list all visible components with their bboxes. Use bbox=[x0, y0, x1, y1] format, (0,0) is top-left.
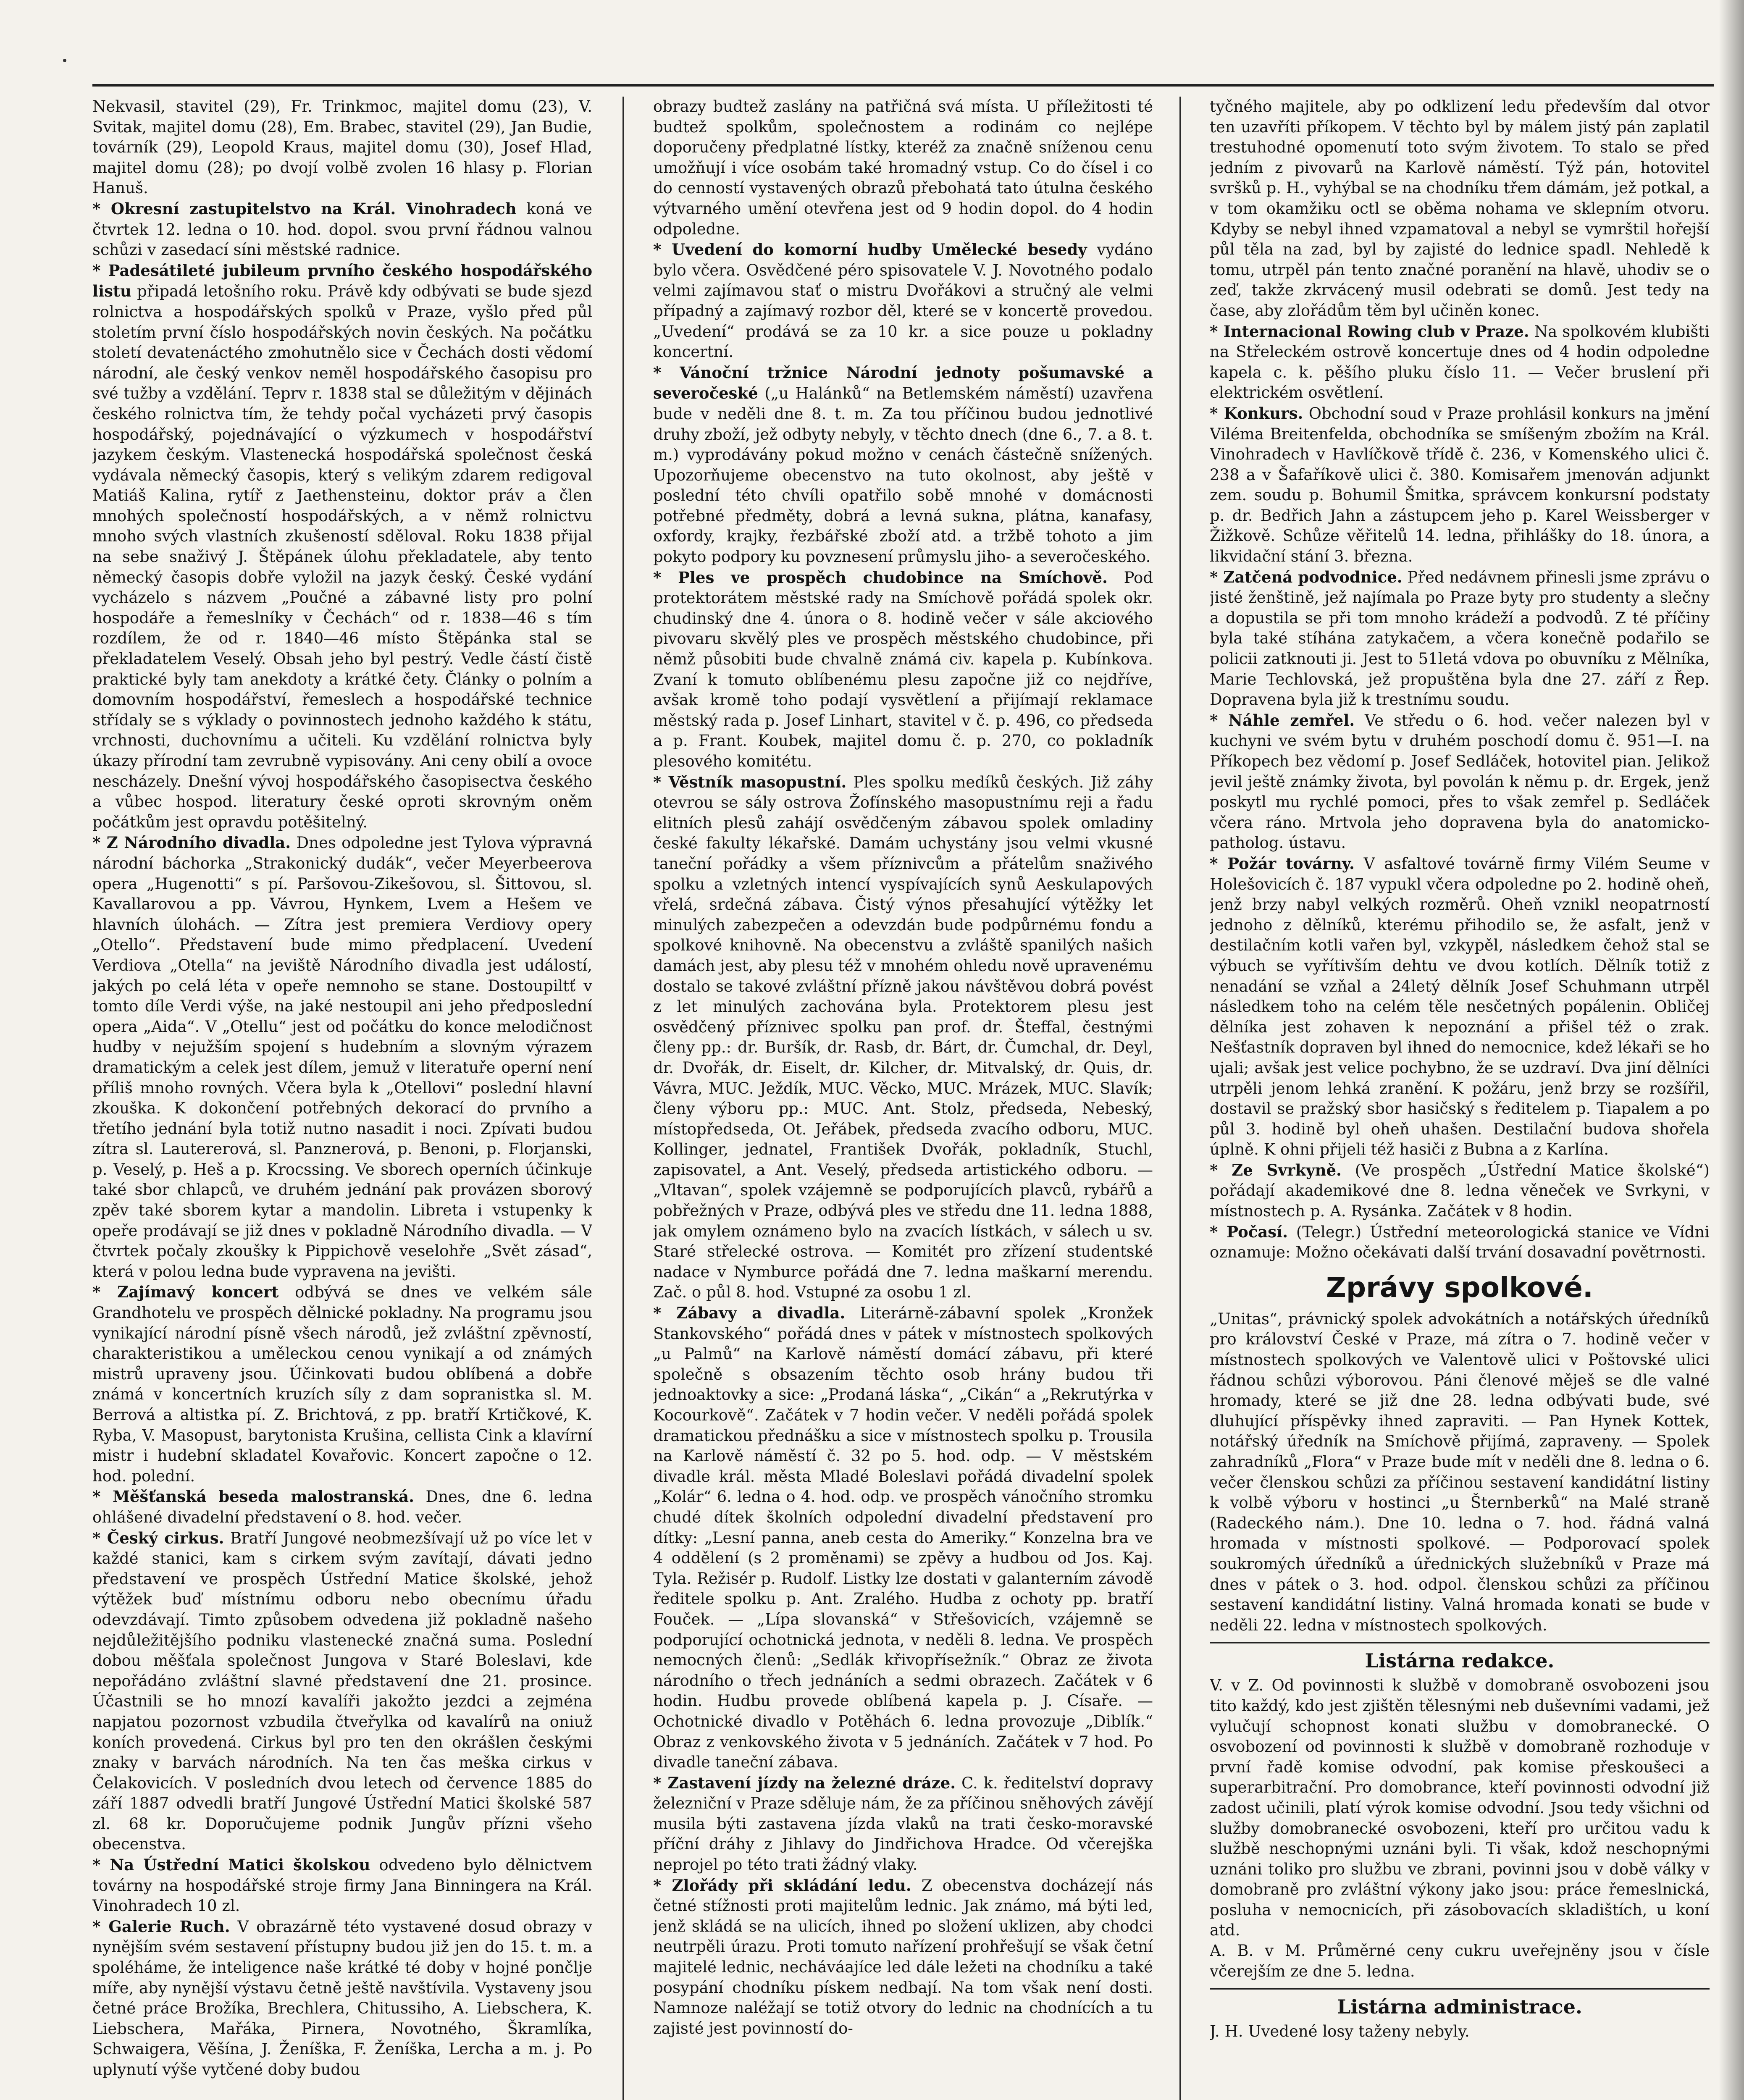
article-paragraph bbox=[653, 1875, 1153, 2039]
column-2 bbox=[653, 97, 1153, 2100]
article-heading: * Zlořády při skládání ledu. bbox=[653, 1876, 911, 1895]
column-3 bbox=[1210, 97, 1710, 2100]
section-paragraph: V. v Z. Od povinnosti k službě v domobraně osvobozeni jsou tito každý, kdo jest zjištěn tělesnými neb duševními vadami, jež vylučují schopnost konati službu v domobranecké. O osvobození od povinnosti k službě v domobraně rozhoduje v první řadě komise odvodní, pak komise přeskoušeci a superarbitrační. Pro domobrance, kteří povinnosti odvodní již zadost učinili, platí výrok komise odvodní. Jsou tedy všichni od služby domobranecké osvobozeni, kteří pro určitou vadu k službě neschopnými uznáni byli. Ti však, kdož neschopnými uznáni toliko pro službu ve zbrani, povinni jsou v době války v domobraně pro zvláštní výkony jako jsou: práce řemeslnická, posluha v nemocnicích, při zásobovacích skladištích, u koní atd. bbox=[1210, 1676, 1710, 1940]
article-text: C. k. ředitelství dopravy železniční v Praze sděluje nám, že za příčinou sněhových závějí musila býti zastavena jízda vlaků na trati česko-moravské příční dráhy z Jihlavy do Jindřichova Hradce. Od včerejška neprojel po této trati žádný vlaky. bbox=[653, 1774, 1153, 1874]
article-paragraph bbox=[653, 239, 1153, 362]
article-text: V asfaltové továrně firmy Vilém Seume v Holešovicích č. 187 vypukl včera odpoledne po 2. hodině oheň, jenž brzy nabyl velkých rozměrů. Oheň vznikl neopatrností jednoho z dělníků, kterému přihodilo se, že asfalt, jenž v destilačním kotli vařen byl, vzkypěl, následkem čehož stal se výbuch se vyřítivším dehtu ve dvou kotlích. Dělník totiž z nenadání se vzňal a 24letý dělník Josef Schuhmann utrpěl následkem toho na celém těle nesčetných popálenin. Obličej dělníka jest zohaven k nepoznání a přišel též o zrak. Nešťastník dopraven byl ihned do nemocnice, kdež lékaři se ho ujali; avšak jest velice pochybno, že se uzdraví. Dva jiní dělníci utrpěli jenom lehká zranění. K požáru, jenž brzy se rozšířil, dostavil se pražský sbor hasičský s ředitelem p. Tiapalem a po půl 3. hodině byl oheň uhašen. Destilační budova shořela úplně. K ohni přijeli též hasiči z Bubna a z Karlína. bbox=[1210, 854, 1710, 1159]
article-text: Obchodní soud v Praze prohlásil konkurs na jmění Viléma Breitenfelda, obchodníka se smíšeným zbožím na Král. Vinohradech v Havlíčkově třídě č. 236, v Komenského ulici č. 238 a v Šafaříkově ulici č. 380. Komisařem jmenován adjunkt zem. soudu p. Bohumil Šmitka, správcem konkursní podstaty p. dr. Bedřich Jahn a zástupcem jeho p. Karel Weissberger v Žižkově. Schůze věřitelů 14. ledna, přihlášky do 18. února, a likvidační stání 3. března. bbox=[1210, 404, 1710, 566]
article-heading: * Galerie Ruch. bbox=[92, 1917, 230, 1936]
article-paragraph bbox=[92, 97, 592, 199]
article-heading: * Věstník masopustní. bbox=[653, 772, 847, 791]
article-heading: * Počasí. bbox=[1210, 1222, 1288, 1241]
article-text: tyčného majitele, aby po odklizení ledu především dal otvor ten uzavříti příkopem. V těchto byl by málem jistý pán zaplatil trestuhodné opomenutí toto svým životem. To stalo se před jedním z pivovarů na Karlově náměstí. Týž pán, hotovitel svršků p. H., vyhýbal se na chodníku třem dámám, jež potkal, a v tom okamžiku octl se oběma nohama ve sklepním otvoru. Kdyby se nebyl ihned vzpamatoval a nebyl se vymrštil hořejší půl těla na zad, byl by zajisté do lednice spadl. Nehledě k tomu, utrpěl pán tento značné poranění na hlavě, uhodiv se o zeď, takže zkrvácený musil odebrati se domů. Jest tedy na čase, aby zlořádům těm byl učiněn konec. bbox=[1210, 97, 1710, 320]
article-heading: * Zábavy a divadla. bbox=[653, 1304, 846, 1323]
article-paragraph bbox=[1210, 567, 1710, 710]
article-paragraph bbox=[92, 199, 592, 260]
article-text: připadá letošního roku. Právě kdy odbývati se bude sjezd rolnictva a hospodářských spolků v Praze, vyšlo před půl stoletím první číslo hospodářských novin českých. Na počátku století devatenáctého zmohutnělo sice v Čechách dosti vědomí národní, ale český venkov neměl hospodářského časopisu pro své tužby a vzdělání. Teprv r. 1838 stal se důležitým v dějinách českého rolnictva tím, že tehdy počal vycházeti prvý časopis hospodářský, pojednávající o výzkumech v hospodářství jazykem českým. Vlastenecká hospodářská společnost česká vydávala německý časopis, který s velikým zdarem redigoval Matiáš Kalina, rytíř z Jaethensteinu, doktor práv a člen mnohých společností hospodářských, a v němž rolnictvu mnoho svých vlastních zkušeností sděloval. Roku 1838 přijal na sebe snaživý J. Štěpánek úlohu překladatele, aby tento německý časopis dobře vyložil na jazyk český. České vydání vycházelo s názvem „Poučné a zábavné listy pro polní hospodáře a řemeslníky v Čechách“ od r. 1838—46 s tím rozdílem, že od r. 1840—46 místo Štěpánka stal se překladatelem Veselý. Obsah jeho byl pestrý. Vedle částí čistě praktické byly tam anekdoty a krátké čety. Články o polním a domovním hospodářství, řemeslech a hospodářské technice střídaly se s výklady o povinnostech jednoho každého k státu, vrchnosti, duchovnímu a učiteli. Ku vzdělání rolnictva byly úkazy přírodní tam zevrubně vypisovány. Ani ceny obilí a ovoce nescházely. Dnešní vývoj hospodářského časopisectva českého a vůbec hospod. literatury české oproti skrovným oněm počátkům jest opravdu potěšitelný. bbox=[92, 282, 592, 831]
article-text: Ve středu o 6. hod. večer nalezen byl v kuchyni ve svém bytu v druhém poschodí domu č. 951—I. na Příkopech bez vědomí p. Josef Sedláček, hotovitel pian. Jelikož jevil ještě známky života, byl povolán k němu p. dr. Ergek, jenž poskytl mu rychlé pomoci, přes to však zemřel p. Sedláček včera ráno. Mrtvola jeho dopravena byla do anatomicko-patholog. ústavu. bbox=[1210, 711, 1710, 852]
article-paragraph bbox=[92, 1486, 592, 1528]
article-paragraph bbox=[1210, 1222, 1710, 1263]
article-heading: * Okresní zastupitelstvo na Král. Vinohradech bbox=[92, 199, 517, 218]
article-text: (Telegr.) Ústřední meteorologická stanice ve Vídni oznamuje: Možno očekávati další trvání dosavadní povětrnosti. bbox=[1210, 1223, 1710, 1262]
article-text: Ples spolku medíků českých. Již záhy otevrou se sály ostrova Žofínského masopustnímu reji a řadu elitních plesů zahájí osvědčeným zábavou spolek omladiny české fakulty lékařské. Damám uchystány jsou velmi vkusné taneční pořádky a všem příznivcům a přátelům snaživého spolku a vzletných intencí vyspívajících synů Aeskulapových vřelá, srdečná zábava. Čistý výnos přesahující výtěžky let minulých zabezpečen a odevzdán bude podpůrnému fondu a spolkové knihovně. Na obecenstvu a zvláště spanilých našich damách jest, aby plesu též v mnohém ohledu nově upravenému dostalo se takové zvláštní přízně jakou návštěvou dobrá povést z let minulých zachována byla. Protektorem plesu jest osvědčený příznivec spolku pan prof. dr. Šteffal, čestnými členy pp.: dr. Buršík, dr. Rasb, dr. Bárt, dr. Čumchal, dr. Deyl, dr. Dvořák, dr. Eiselt, dr. Kilcher, dr. Mitvalský, dr. Quis, dr. Vávra, MUC. Ježdík, MUC. Věcko, MUC. Mrázek, MUC. Slavík; členy výboru pp.: MUC. Ant. Stolz, předseda, Nebeský, místopředseda, Ot. Jeřábek, předseda zvacího odboru, MUC. Kollinger, jednatel, František Dvořák, pokladník, Stuchl, zapisovatel, a Ant. Veselý, předseda artistického odboru. — „Vltavan“, spolek vzájemně se podporujících plavců, rybářů a pobřežných v Praze, odbývá ples ve středu dne 11. ledna 1888, jak omylem oznámeno bylo na zvacích lístkách, v sálech u sv. Staré střelecké ostrova. — Komitét pro zřízení studentské nadace v Nymburce pořádá dne 7. ledna maškarní merendu. Zač. o půl 8. hod. Vstupné za osobu 1 zl. bbox=[653, 773, 1153, 1302]
article-paragraph bbox=[92, 1282, 592, 1486]
article-text: Pod protektorátem městské rady na Smíchově pořádá spolek okr. chudinský dne 4. února o 8. hodině večer v sále akciového pivovaru skvělý ples ve prospěch městského chudobince, při němž působiti bude chvalně známá civ. kapela p. Kubínkova. Zvaní k tomuto oblíbenému plesu započne již co nejdříve, avšak kromě toho podají vysvětlení a přijímají reklamace městský rada p. Josef Linhart, stavitel v č. p. 496, co předseda a p. Frant. Koubek, majitel domu č. p. 270, co pokladník plesového komitétu. bbox=[653, 568, 1153, 770]
listarna-administrace-body bbox=[1210, 2021, 1710, 2042]
article-heading: * Ples ve prospěch chudobince na Smíchově. bbox=[653, 568, 1108, 587]
article-text: vydáno bylo včera. Osvědčené péro spisovatele V. J. Novotného podalo velmi zajímavou stať o mistru Dvořákovi a stručný ale velmi případný a zajímavý rozbor děl, které se v koncertě provedou. „Uvedení“ prodává se za 10 kr. a sice pouze u pokladny koncertní. bbox=[653, 241, 1153, 361]
section-title-listarna-redakce: Listárna redakce. bbox=[1210, 1642, 1710, 1675]
scan-edge-shadow bbox=[1719, 0, 1744, 2100]
article-heading: * Český cirkus. bbox=[92, 1528, 224, 1547]
article-text: Z obecenstva docházejí nás četné stížnosti proti majitelům lednic. Jak známo, má býti led, jenž skládá se na ulicích, ihned po složení uklizen, aby chodci neutrpěli úrazu. Proti tomuto nařízení prohřešují se však četní majitelé lednic, necháváajíce led dále ležeti na chodníku a také posypání chodníku pískem nedbají. Na tom však není dosti. Namnoze naléžají se totiž otvory do lednic na chodnících a tu zajisté jest povinností do- bbox=[653, 1876, 1153, 2037]
article-paragraph bbox=[92, 1528, 592, 1855]
article-paragraph bbox=[1210, 321, 1710, 403]
article-text: obrazy budtež zaslány na patřičná svá místa. U příležitosti té budtež spolkům, společnostem a rodinám co nejlépe doporučeny předplatné lístky, kteréž za značně sníženou cenu umožňují i více osobám také hromadný vstup. Co do čísel i co do cenností vystavených obrazů přebohatá tato útulna českého výtvarného umění otevřena jest od 9 hodin dopol. do 4 hodin odpoledne. bbox=[653, 97, 1153, 238]
article-text: Nekvasil, stavitel (29), Fr. Trinkmoc, majitel domu (23), V. Svitak, majitel domu (28), Em. Brabec, stavitel (29), Jan Budie, továrník (29), Leopold Kraus, majitel domu (30), Josef Hlad, majitel domu (28); po dvojí volbě zvolen 16 hlasy p. Florian Hanuš. bbox=[92, 97, 592, 197]
article-heading: * Padesátileté jubileum prvního českého hospodářského listu bbox=[92, 261, 592, 301]
spolkove-body bbox=[1210, 1309, 1710, 1636]
article-heading: * Konkurs. bbox=[1210, 404, 1303, 423]
article-paragraph bbox=[92, 832, 592, 1282]
article-paragraph bbox=[92, 260, 592, 833]
article-paragraph bbox=[653, 97, 1153, 239]
article-text: („u Halánků“ na Betlemském náměstí) uzavřena bude v neděli dne 8. t. m. Za tou příčinou budou jednotlivé druhy zboží, jež odbyty nebyly, v těchto dnech (dne 6., 7. a 8. t. m.) vyprodávány pokud možno v cenách částečně snížených. Upozorňujeme obecenstvo na tuto okolnost, aby ještě v poslední této chvíli opatřilo sobě mnohé v domácnosti potřebné předměty, dobrá a levná sukna, plátna, kanafasy, oxfordy, krajky, řezbářské zboží atd. a tržbě tohoto a jim pokyto podpory ku povznesení průmyslu jiho- a severočeského. bbox=[653, 384, 1153, 566]
column-3-news bbox=[1210, 97, 1710, 1263]
newspaper-page bbox=[92, 84, 1714, 2100]
article-paragraph bbox=[653, 1303, 1153, 1773]
article-heading: * Měšťanská beseda malostranská. bbox=[92, 1487, 414, 1506]
section-paragraph: A. B. v M. Průměrné ceny cukru uveřejněny jsou v čísle včerejším ze dne 5. ledna. bbox=[1210, 1942, 1710, 1980]
article-paragraph bbox=[653, 362, 1153, 567]
article-heading: * Z Národního divadla. bbox=[92, 833, 291, 852]
article-text: Dnes odpoledne jest Tylova výpravná národní báchorka „Strakonický dudák“, večer Meyerbeerova opera „Hugenotti“ s pí. Paršovou-Zikešovou, sl. Šittovou, sl. Kavallarovou a pp. Vávrou, Hynkem, Lvem a Hešem ve hlavních úlohách. — Zítra jest premiera Verdiovy opery „Otello“. Představení bude mimo předplacení. Uvedení Verdiova „Otella“ na jeviště Národního divadla jest událostí, jakých po celá léta v opeře nemnoho se stane. Dostoupiltť v tomto díle Verdi výše, na jaké nestoupil ani jeho předposlední opera „Aida“. V „Otellu“ jest od počátku do konce melodičnost hudby v nejužším spojení s hudebním a slovným výrazem dramatickým a celek jest dílem, jemuž v literatuře operní není příliš mnoho rovných. Včera byla k „Otellovi“ poslední hlavní zkouška. K dokončení potřebných dekorací do prvního a třetího jednání byla totiž nutno nasadit i noci. Zpívati budou zítra sl. Lautererová, sl. Panznerová, p. Benoni, p. Florjanski, p. Veselý, p. Heš a p. Krocssing. Ve sborech operních účinkuje také sbor chlapců, ve druhém jednání pak provázen sborový zpěv také sborem kytar a mandolin. Libreta i vstupenky k opeře prodávají se již dnes v pokladně Národního divadla. — V čtvrtek počaly zkoušky k Pippichově veselohře „Svět zásad“, která v polou ledna bude vypravena na jevišti. bbox=[92, 834, 592, 1281]
column-divider bbox=[622, 97, 624, 2100]
article-heading: * Uvedení do komorní hudby Umělecké besedy bbox=[653, 240, 1087, 259]
article-heading: * Zatčená podvodnice. bbox=[1210, 567, 1403, 586]
article-heading: * Internacional Rowing club v Praze. bbox=[1210, 322, 1529, 341]
article-text: koná ve čtvrtek 12. ledna o 10. hod. dopol. svou první řádnou valnou schůzi v zasedací síni městské radnice. bbox=[92, 200, 592, 259]
column-divider bbox=[1179, 97, 1181, 2100]
article-heading: * Na Ústřední Matici školskou bbox=[92, 1856, 370, 1874]
article-heading: * Ze Svrkyně. bbox=[1210, 1160, 1342, 1179]
column-1 bbox=[92, 97, 592, 2100]
article-heading: * Náhle zemřel. bbox=[1210, 711, 1355, 730]
section-title-listarna-administrace: Listárna administrace. bbox=[1210, 1988, 1710, 2021]
article-text: V obrazárně této vystavené dosud obrazy v nynějším svém sestavení přístupny budou již jen do 15. t. m. a spoléháme, že inteligence naše krátké té doby v hojné pončlje míře, aby nynější výstavu četně ještě navštívila. Vystaveny jsou četné práce Brožíka, Brechlera, Chitussiho, A. Liebschera, K. Liebschera, Mařáka, Pirnera, Novotného, Škramlíka, Schwaigera, Věšína, J. Ženíška, F. Ženíška, Lercha a m. j. Po uplynutí výše vytčené doby budou bbox=[92, 1917, 592, 2079]
article-heading: * Zastavení jízdy na železné dráze. bbox=[653, 1773, 956, 1792]
article-paragraph bbox=[653, 1773, 1153, 1875]
article-paragraph bbox=[653, 567, 1153, 772]
article-paragraph bbox=[1210, 97, 1710, 321]
section-paragraph: „Unitas“, právnický spolek advokátních a notářských úředníků pro království České v Praze, má zítra o 7. hodině večer v místnostech spolkových ve Valentově ulici v Poštovské ulici řádnou schůzi výborovou. Páni členové měješ se dle valné hromady, které se již dne 28. ledna odbývati bude, své dluhující příspěvky ihned zapraviti. — Pan Hynek Kottek, notářský úředník na Smíchově přijímá, zapraveny. — Spolek zahradníků „Flora“ v Praze bude mít v neděli dne 8. ledna o 6. večer členskou schůzi za příčinou sestavení kandidátní listiny k volbě výboru v hostinci „u Šternberků“ na Malé straně (Radeckého nám.). Dne 10. ledna o 7. hod. řádná valná hromada v místnosti spolkové. — Podporovací spolek soukromých úředníků a úřednických služebníků v Praze má dnes v pátek o 3. hod. odpol. členskou schůzi za příčinou sestavení kandidátní listiny. Valná hromada konati se bude v neděli 22. ledna v místnostech spolkových. bbox=[1210, 1310, 1710, 1634]
article-paragraph bbox=[1210, 403, 1710, 567]
article-text: Dnes, dne 6. ledna ohlášené divadelní představení o 8. hod. večer. bbox=[92, 1488, 592, 1526]
article-heading: * Zajímavý koncert bbox=[92, 1283, 279, 1302]
article-paragraph bbox=[92, 1916, 592, 2080]
article-paragraph bbox=[1210, 1160, 1710, 1222]
article-text: Bratří Jungové neobmezšívají už po více let v každé stanici, kam s cirkem svým zavítají, dávati jedno představení ve prospěch Ústřední Matice školské, jehož výtěžek buď místnímu odboru nebo obecnímu úřadu odevzdávají. Timto způsobem odvedena již pokladně našeho nejdůležitějšího podniku vlastenecké značná suma. Poslední dobou měšťala společnost Jungova v Staré Boleslavi, kde nepořádáno zvláštní slavné představení dne 21. prosince. Účastnili se ho mnozí kavalíři jakožto jezdci a zejména napjatou pozornost vzbudila čtveřylka od kavalírů na oniuž koních provedená. Cirkus byl pro ten den okrášlen českými znaky v barvách národních. Na ten čas meška cirkus v Čelakovicích. V posledních dvou letech od července 1885 do září 1887 odvedli bratří Jungové Ústřední Matici školské 587 zl. 68 kr. Doporučujeme podnik Jungův přízni všeho obecenstva. bbox=[92, 1529, 592, 1853]
article-text: odbývá se dnes ve velkém sále Grandhotelu ve prospěch dělnické pokladny. Na programu jsou vynikající národní písně všech národů, jež zvláštní zpěvností, charakteristikou a uměleckou cenou vynikají a od známých mistrů upraveny jsou. Účinkovati budou oblíbená a dobře známá v koncertních kruzích síly z dam sopranistka sl. M. Berrová a altistka pí. Z. Brichtová, z pp. bratří Krtičkové, K. Ryba, V. Masopust, barytonista Krušina, cellista Cink a klavírní mistr i hudební skladatel Kovařovic. Koncert započne o 12. hod. polední. bbox=[92, 1283, 592, 1485]
article-paragraph bbox=[1210, 710, 1710, 853]
section-paragraph: J. H. Uvedené losy taženy nebyly. bbox=[1210, 2022, 1470, 2041]
article-paragraph bbox=[92, 1855, 592, 1916]
article-paragraph bbox=[653, 772, 1153, 1303]
article-text: Na spolkovém klubišti na Střeleckém ostrově koncertuje dnes od 4 hodin odpoledne kapela c. k. pěšího pluku číslo 11. — Večer bruslení při elektrickém osvětlení. bbox=[1210, 322, 1710, 402]
article-text: Před nedávnem přinesli jsme zprávu o jisté ženštině, jež najímala po Praze byty pro studenty a slečny a dopustila se při tom mnoho krádeží a podvodů. Z té příčiny byla také stíhána zatykačem, a včera konečně podařilo se policii zatknouti ji. Jest to 51letá vdova po obuvníku z Mělníka, Marie Techlovská, jež propuštěna byla dne 27. září z Řep. Dopravena byla již k trestnímu soudu. bbox=[1210, 568, 1710, 709]
top-rule bbox=[92, 84, 1714, 87]
article-text: (Ve prospěch „Ústřední Matice školské“) pořádají akademikové dne 8. ledna věneček ve Svrkyni, v místnostech p. A. Rysánka. Začátek v 8 hodin. bbox=[1210, 1161, 1710, 1221]
article-text: odvedeno bylo dělnictvem továrny na hospodářské stroje firmy Jana Binningera na Král. Vinohradech 10 zl. bbox=[92, 1856, 592, 1915]
section-title-spolkove: Zprávy spolkové. bbox=[1326, 1271, 1594, 1304]
article-heading: * Požár továrny. bbox=[1210, 854, 1355, 873]
article-text: Literárně-zábavní spolek „Kronžek Stankovského“ pořádá dnes v pátek v místnostech spolkových „u Palmů“ na Karlově náměstí domácí zábavu, při které společně s obsazením těchto osob hrány budou tři jednoaktovky a sice: „Prodaná láska“, „Cikán“ a „Rekrutýrka v Kocourkově“. Začátek v 7 hodin večer. V neděli pořádá spolek dramatickou přednášku a sice v místnostech spolku p. Trousila na Karlově náměstí č. 32 po 5. hod. odp. — V městském divadle král. města Mladé Boleslavi pořádá divadelní spolek „Kolár“ 6. ledna o 4. hod. odp. ve prospěch vánočního stromku chudé dítek školních odpolední divadelní představení pro dítky: „Lesní panna, aneb cesta do Ameriky.“ Konzelna bra ve 4 oddělení (s 2 proměnami) se zpěvy a hudbou od Jos. Kaj. Tyla. Režisér p. Rudolf. Listky lze dostati v galanterním závodě ředitele spolku p. Ant. Zralého. Hudba z ochoty pp. bratří Fouček. — „Lípa slovanská“ v Střešovicích, vzájemně se podporující ochotnická jednota, v neděli 8. ledna. Ve prospěch nemocných členů: „Sedlák křivopřísežník.“ Obraz ze života národního o třech jednáních a sedmi obrazech. Začátek v 6 hodin. Hudbu provede oblíbená kapela p. J. Císaře. — Ochotnické divadlo v Potěhách 6. ledna provozuje „Diblík.“ Obraz z venkovského života v 5 jednáních. Začátek v 7 hod. Po divadle taneční zábava. bbox=[653, 1304, 1153, 1772]
scan-speck bbox=[63, 59, 66, 62]
listarna-redakce-body bbox=[1210, 1675, 1710, 1982]
article-heading: * Vánoční tržnice Národní jednoty pošumavské a severočeské bbox=[653, 363, 1153, 403]
article-paragraph bbox=[1210, 853, 1710, 1160]
